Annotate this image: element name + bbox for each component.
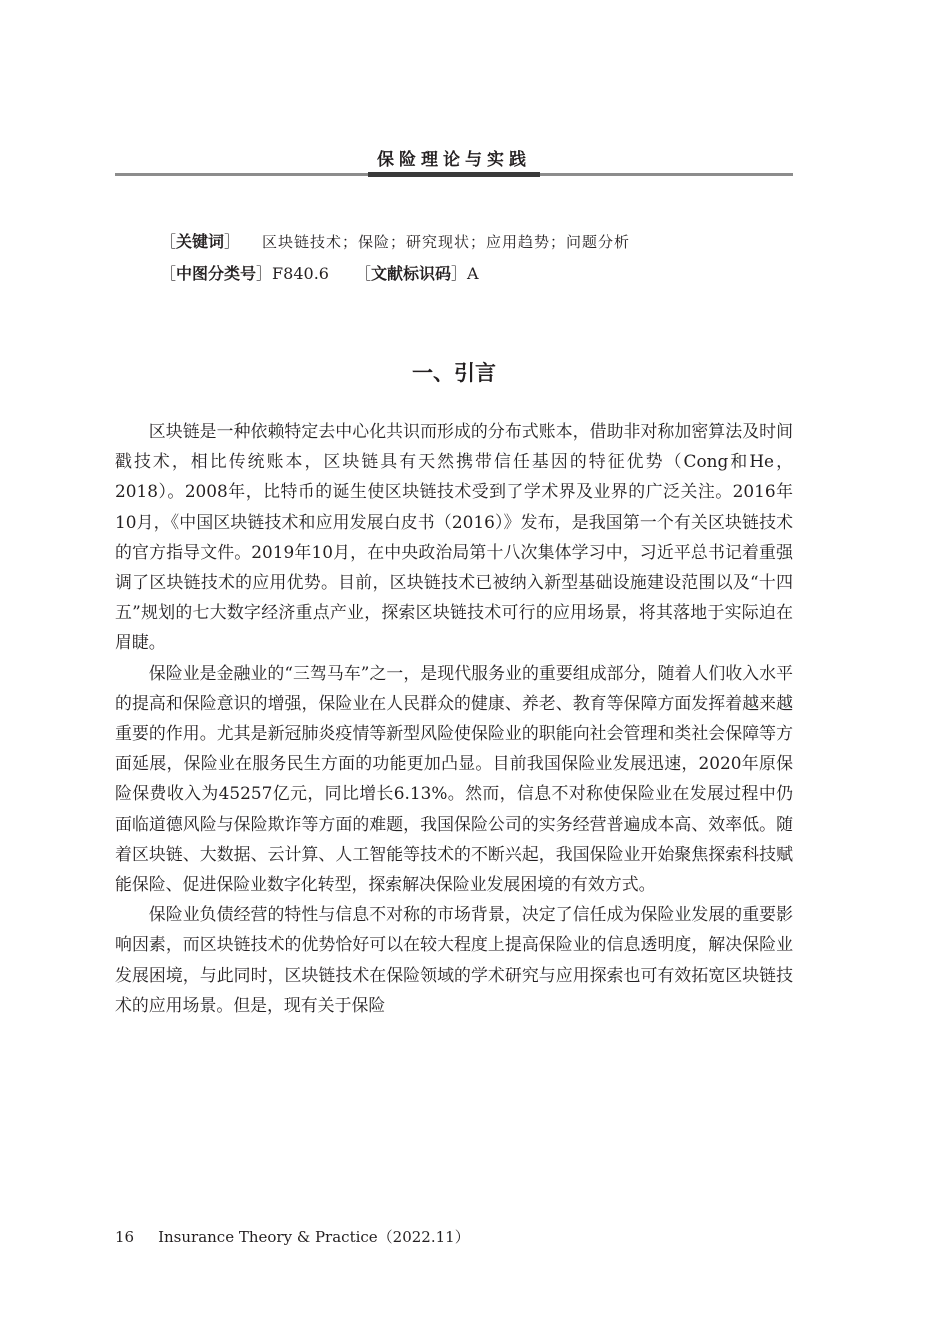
page-number: 16 [115, 1228, 135, 1246]
section-heading: 一、引言 [412, 361, 496, 385]
doc-code-value: A [467, 264, 479, 283]
doc-code-label: 文献标识码 [370, 264, 451, 283]
classification-label: 中图分类号 [176, 264, 257, 283]
journal-name: Insurance Theory & Practice（2022.11） [158, 1228, 470, 1246]
paragraph: 区块链是一种依赖特定去中心化共识而形成的分布式账本，借助非对称加密算法及时间戳技术，相比传统账本，区块链具有天然携带信任基因的特征优势（Cong和He，2018）。2008年，比特币的诞生使区块链技术受到了学术界及业界的广泛关注。2016年10月，《中国区块链技术和应用发展白皮书（2016）》发布，是我国第一个有关区块链技术的官方指导文件。2019年10月，在中央政治局第十八次集体学习中，习近平总书记着重强调了区块链技术的应用优势。目前，区块链技术已被纳入新型基础设施建设范围以及“十四五”规划的七大数字经济重点产业，探索区块链技术可行的应用场景，将其落地于实际迫在眉睫。 [115, 421, 793, 653]
bracket-close: ］ [224, 232, 241, 251]
keywords-label: 关键词 [176, 232, 225, 251]
classification-line [160, 262, 479, 286]
classification-value: F840.6 [272, 264, 329, 283]
bracket-close: ］ [450, 264, 467, 283]
page-footer [115, 1226, 470, 1247]
paragraph: 保险业负债经营的特性与信息不对称的市场背景，决定了信任成为保险业发展的重要影响因素，而区块链技术的优势恰好可以在较大程度上提高保险业的信息透明度，解决保险业发展困境，与此同时，区块链技术在保险领域的学术研究与应用探索也可有效拓宽区块链技术的应用场景。但是，现有关于保险 [115, 904, 793, 1015]
bracket-close: ］ [256, 264, 273, 283]
header-rule-accent [368, 172, 540, 177]
journal-section-title: 保险理论与实践 [377, 150, 531, 170]
keywords-text: 区块链技术；保险；研究现状；应用趋势；问题分析 [262, 233, 631, 251]
bracket-open: ［ [160, 264, 177, 283]
bracket-open: ［ [354, 264, 371, 283]
paragraph: 保险业是金融业的“三驾马车”之一，是现代服务业的重要组成部分，随着人们收入水平的提高和保险意识的增强，保险业在人民群众的健康、养老、教育等保障方面发挥着越来越重要的作用。尤其是新冠肺炎疫情等新型风险使保险业的职能向社会管理和类社会保障等方面延展，保险业在服务民生方面的功能更加凸显。目前我国保险业发展迅速，2020年原保险保费收入为45257亿元，同比增长6.13%。然而，信息不对称使保险业在发展过程中仍面临道德风险与保险欺诈等方面的难题，我国保险公司的实务经营普遍成本高、效率低。随着区块链、大数据、云计算、人工智能等技术的不断兴起，我国保险业开始聚焦探索科技赋能保险、促进保险业数字化转型，探索解决保险业发展困境的有效方式。 [115, 662, 793, 895]
bracket-open: ［ [160, 232, 177, 251]
keywords-line [160, 230, 630, 254]
body-text [115, 416, 793, 1020]
